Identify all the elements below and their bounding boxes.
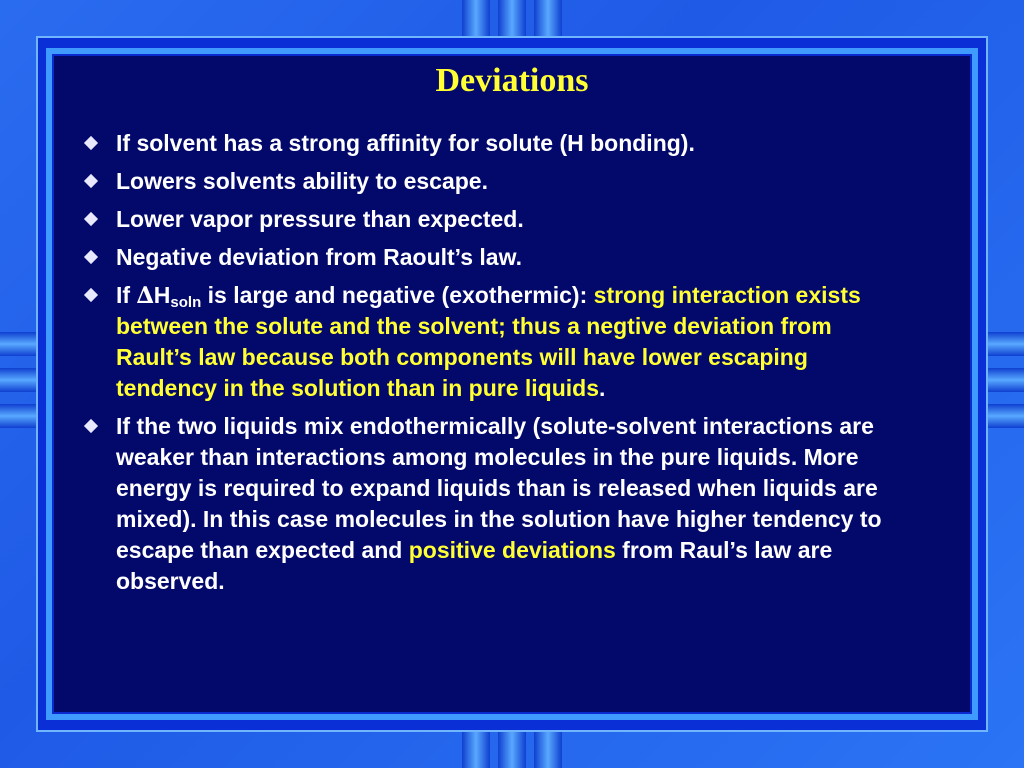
bullet-item: [82, 166, 912, 197]
bullet-middle: is large and negative (exothermic):: [201, 282, 594, 308]
bullet-text: If the two liquids mix endothermically (solute-solvent interactions are weaker than interactions among molecules in the pure liquids. More energy is required to expand liquids than is released when liquids are mixed). In this case molecules in the solution have higher tendency to escape than expected and: [116, 413, 882, 563]
diamond-bullet-icon: [84, 250, 98, 264]
bullet-item: [82, 128, 912, 159]
bullet-text: Lowers solvents ability to escape.: [116, 168, 488, 194]
slide-panel-inner: [52, 54, 972, 714]
bullet-highlight: strong interaction exists between the solute and the solvent; thus a negtive deviation from Rault’s law because both components will have lower escaping tendency in the solution than in pure liquids: [116, 282, 861, 401]
bullet-text: Negative deviation from Raoult’s law.: [116, 244, 522, 270]
bullet-suffix: from Raul’s law are observed.: [116, 537, 833, 594]
bullet-item: [82, 411, 912, 597]
diamond-bullet-icon: [84, 212, 98, 226]
diamond-bullet-icon: [84, 419, 98, 433]
diamond-bullet-icon: [84, 288, 98, 302]
bullet-item: [82, 204, 912, 235]
bullet-item: [82, 280, 912, 404]
bullet-item: [82, 242, 912, 273]
diamond-bullet-icon: [84, 136, 98, 150]
slide-title: Deviations: [435, 62, 589, 99]
bullet-text: If solvent has a strong affinity for solute (H bonding).: [116, 130, 695, 156]
enthalpy-symbol: H: [153, 282, 171, 308]
bullet-text: Lower vapor pressure than expected.: [116, 206, 524, 232]
bullet-prefix: If: [116, 282, 137, 308]
bullet-list: [82, 128, 912, 604]
enthalpy-subscript: soln: [170, 294, 202, 311]
slide-content-panel: [46, 48, 978, 720]
diamond-bullet-icon: [84, 174, 98, 188]
bullet-suffix: .: [599, 375, 606, 401]
bullet-highlight: positive deviations: [408, 537, 616, 563]
delta-symbol: ∆: [136, 282, 154, 309]
